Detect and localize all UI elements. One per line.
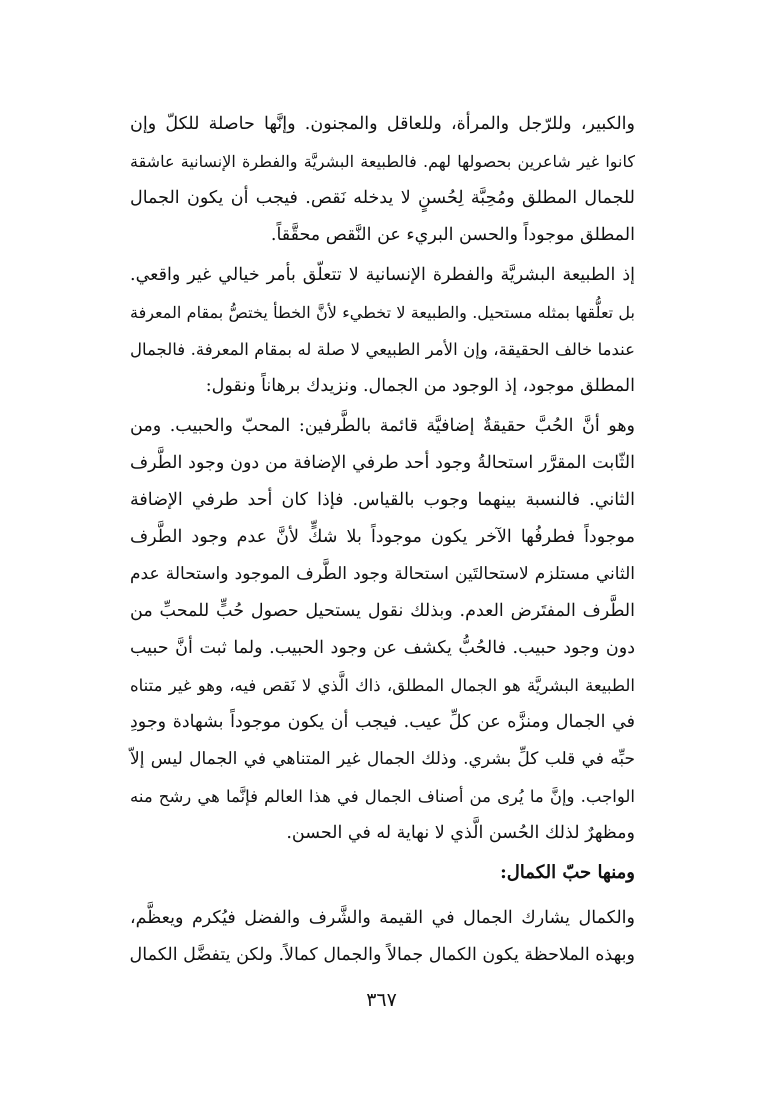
text-line: موجوداً فطرفُها الآخر يكون موجوداً بلا شكٍّ لأنَّ عدم وجود الطَّرف	[130, 527, 635, 547]
paragraph-2	[130, 257, 635, 405]
text-line: والكمال يشارك الجمال في القيمة والشَّرف والفضل فيُكرم ويعظَّم،	[130, 908, 635, 928]
text-line: إذ الطبيعة البشريَّة والفطرة الإنسانية لا تتعلّق بأمر خيالي غير واقعي.	[130, 265, 635, 285]
text-line: المطلق موجود، إذ الوجود من الجمال. ونزيدك برهاناً ونقول:	[205, 376, 635, 396]
text-line: وهو أنَّ الحُبَّ حقيقةٌ إضافيَّة قائمة بالطَّرفين: المحبّ والحبيب. ومن	[130, 416, 635, 436]
text-line: الثّابت المقرَّر استحالةُ وجود أحد طرفي الإضافة من دون وجود الطَّرف	[130, 453, 635, 473]
text-line: الثاني. فالنسبة بينهما وجوب بالقياس. فإذا كان أحد طرفي الإضافة	[130, 490, 635, 510]
text-line: الطَّرف المفتَرض العدم. وبذلك نقول يستحيل حصول حُبٍّ للمحبِّ من	[130, 601, 635, 621]
text-line: عندما خالف الحقيقة، وإن الأمر الطبيعي لا صلة له بمقام المعرفة. فالجمال	[130, 340, 635, 359]
paragraph-3	[130, 408, 635, 852]
text-line: حبِّه في قلب كلِّ بشري. وذلك الجمال غير المتناهي في الجمال ليس إلاّ	[130, 749, 635, 769]
paragraph-1	[130, 106, 635, 254]
text-line: للجمال المطلق ومُحِبَّة لِحُسنٍ لا يدخله نَقص. فيجب أن يكون الجمال	[130, 188, 635, 208]
text-line: الثاني مستلزم لاستحالتَين استحالة وجود الطَّرف الموجود واستحالة عدم	[130, 564, 635, 584]
page-number: ٣٦٧	[366, 989, 397, 1011]
text-line: دون وجود حبيب. فالحُبُّ يكشف عن وجود الحبيب. ولما ثبت أنَّ حبيب	[130, 638, 635, 658]
text-line: ومظهرٌ لذلك الحُسن الَّذي لا نهاية له في الحسن.	[286, 823, 635, 843]
text-line: كانوا غير شاعرين بحصولها لهم. فالطبيعة البشريَّة والفطرة الإنسانية عاشقة	[130, 152, 635, 171]
text-line: والكبير، وللرّجل والمرأة، وللعاقل والمجنون. وإنَّها حاصلة للكلّ وإن	[130, 114, 635, 134]
text-line: في الجمال ومنزَّه عن كلِّ عيب. فيجب أن يكون موجوداً بشهادة وجودِ	[130, 712, 635, 732]
text-line: الواجب. وإنَّ ما يُرى من أصناف الجمال في هذا العالم فإنَّما هي رشح منه	[130, 787, 635, 806]
text-line: بل تعلُّقها بمثله مستحيل. والطبيعة لا تخطيء لأنَّ الخطأ يختصُّ بمقام المعرفة	[130, 303, 635, 322]
section-heading: ومنها حبّ الكمال:	[500, 862, 635, 883]
text-line: المطلق موجوداً والحسن البريء عن النَّقص محقَّقاً.	[270, 225, 635, 245]
paragraph-4	[130, 900, 635, 974]
text-line: الطبيعة البشريَّة هو الجمال المطلق، ذاك الَّذي لا نَقص فيه، وهو غير متناه	[130, 676, 635, 695]
text-line: وبهذه الملاحظة يكون الكمال جمالاً والجمال كمالاً. ولكن يتفضَّل الكمال	[129, 945, 635, 965]
